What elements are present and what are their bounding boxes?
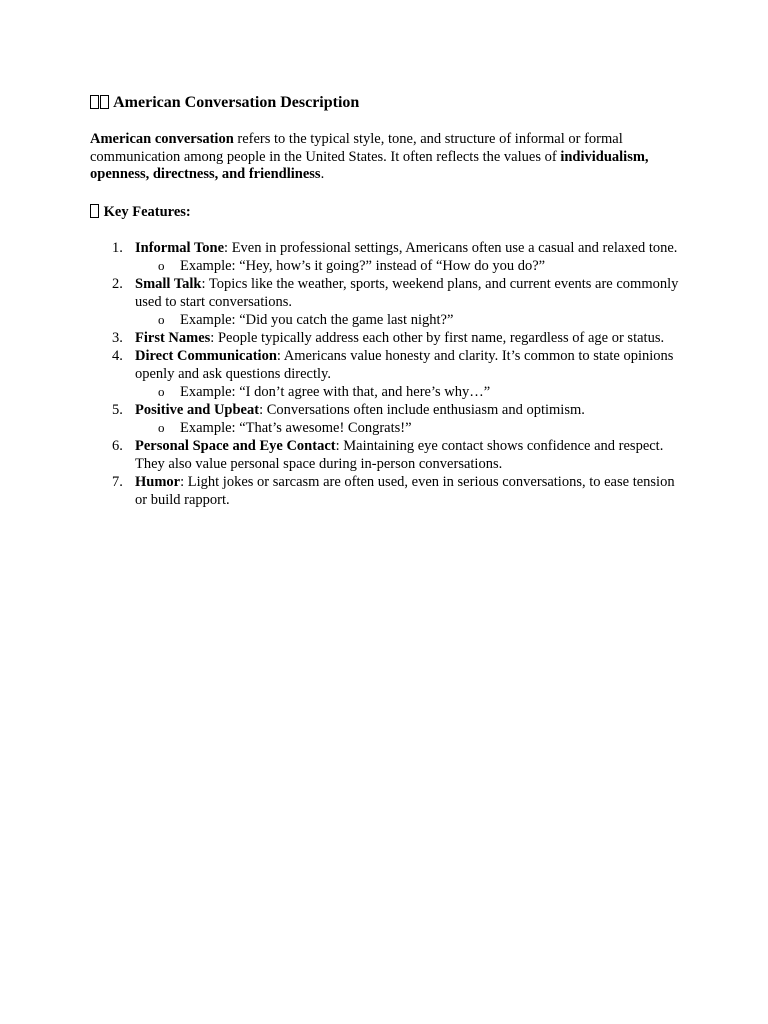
feature-number: 6. <box>112 437 123 454</box>
missing-glyph-icon <box>100 95 109 109</box>
example-item <box>135 311 680 329</box>
feature-name: Personal Space and Eye Contact <box>135 437 336 454</box>
feature-name: Small Talk <box>135 275 202 292</box>
feature-description: : Conversations often include enthusiasm and optimism. <box>259 401 585 418</box>
feature-number: 4. <box>112 347 123 364</box>
bullet-icon: o <box>158 383 165 399</box>
feature-description: : Light jokes or sarcasm are often used, even in serious conversations, to ease tension or build rapport. <box>135 473 675 508</box>
document-title-text: American Conversation Description <box>113 94 360 111</box>
feature-description: : People typically address each other by first name, regardless of age or status. <box>210 329 665 346</box>
example-item <box>135 383 680 401</box>
feature-item-humor <box>90 473 680 509</box>
feature-item-small-talk <box>90 275 680 329</box>
feature-description: : Maintaining eye contact shows confidence and respect. They also value personal space during in-person conversations. <box>135 437 664 472</box>
intro-paragraph <box>90 131 680 184</box>
examples-list <box>135 311 680 329</box>
feature-number: 1. <box>112 239 123 256</box>
feature-name: Direct Communication <box>135 347 277 364</box>
feature-number: 5. <box>112 401 123 418</box>
example-text: Example: “Hey, how’s it going?” instead of “How do you do?” <box>180 257 546 274</box>
feature-name: Informal Tone <box>135 239 225 256</box>
document-content <box>90 93 680 509</box>
feature-item-personal-space <box>90 437 680 473</box>
example-item <box>135 257 680 275</box>
bullet-icon: o <box>158 419 165 435</box>
feature-item-informal-tone <box>90 239 680 275</box>
feature-item-first-names <box>90 329 680 347</box>
feature-name: Positive and Upbeat <box>135 401 260 418</box>
features-list <box>90 239 680 509</box>
intro-values: individualism, openness, directness, and friendliness <box>90 148 649 182</box>
missing-glyph-icon <box>90 204 99 218</box>
feature-item-direct-communication <box>90 347 680 401</box>
example-text: Example: “I don’t agree with that, and here’s why…” <box>180 383 491 400</box>
intro-term: American conversation <box>90 131 234 147</box>
feature-number: 7. <box>112 473 123 490</box>
intro-text: refers to the typical style, tone, and structure of informal or formal communication among people in the United States. It often reflects the values of <box>90 131 623 165</box>
example-text: Example: “That’s awesome! Congrats!” <box>180 419 412 436</box>
example-item <box>135 419 680 437</box>
examples-list <box>135 383 680 401</box>
feature-number: 2. <box>112 275 123 292</box>
features-heading <box>90 203 680 221</box>
missing-glyph-icon <box>90 95 99 109</box>
examples-list <box>135 257 680 275</box>
feature-description: : Even in professional settings, Americans often use a casual and relaxed tone. <box>224 239 678 256</box>
feature-name: Humor <box>135 473 181 490</box>
feature-number: 3. <box>112 329 123 346</box>
example-text: Example: “Did you catch the game last night?” <box>180 311 454 328</box>
feature-description: : Topics like the weather, sports, weekend plans, and current events are commonly used to start conversations. <box>135 275 679 310</box>
bullet-icon: o <box>158 257 165 273</box>
intro-end: . <box>320 166 325 182</box>
bullet-icon: o <box>158 311 165 327</box>
feature-description: : Americans value honesty and clarity. It’s common to state opinions openly and ask questions directly. <box>135 347 674 382</box>
features-heading-text: Key Features: <box>103 203 191 220</box>
examples-list <box>135 419 680 437</box>
feature-item-positive-upbeat <box>90 401 680 437</box>
document-title <box>90 93 680 113</box>
feature-name: First Names <box>135 329 211 346</box>
